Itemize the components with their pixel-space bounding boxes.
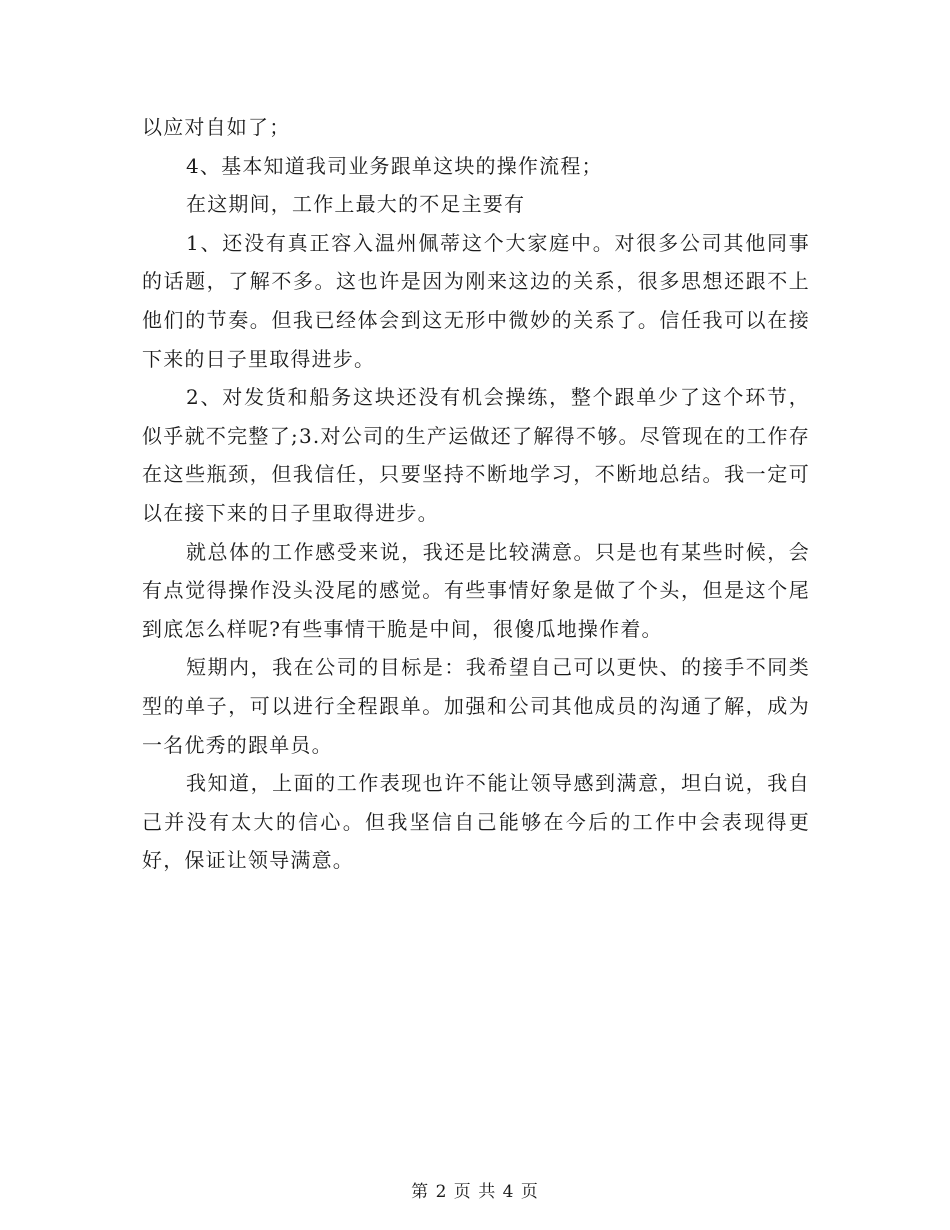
paragraph-conclusion: 我知道，上面的工作表现也许不能让领导感到满意，坦白说，我自己并没有太大的信心。但我坚信自己能够在今后的工作中会表现得更好，保证让领导满意。 [142,771,810,873]
paragraph-continuation: 以应对自如了； [142,115,291,139]
paragraph-shortcomings-intro: 在这期间，工作上最大的不足主要有 [186,192,526,217]
paragraph-overall-feeling: 就总体的工作感受来说，我还是比较满意。只是也有某些时候，会有点觉得操作没头没尾的感觉。有些事情好象是做了个头，但是这个尾到底怎么样呢?有些事情干脆是中间，很傻瓜地操作着。 [142,539,810,641]
paragraph-item-4: 4、基本知道我司业务跟单这块的操作流程； [186,153,603,178]
paragraph-short-term-goal: 短期内，我在公司的目标是：我希望自己可以更快、的接手不同类型的单子，可以进行全程跟单。加强和公司其他成员的沟通了解，成为一名优秀的跟单员。 [142,655,810,757]
paragraph-shortcoming-2: 2、对发货和船务这块还没有机会操练，整个跟单少了这个环节，似乎就不完整了;3.对公司的生产运做还了解得不够。尽管现在的工作存在这些瓶颈，但我信任，只要坚持不断地学习，不断地总结。我一定可以在接下来的日子里取得进步。 [142,385,810,525]
document-body [142,108,810,880]
page-number-footer: 第 2 页 共 4 页 [411,1182,539,1202]
paragraph-shortcoming-1: 1、还没有真正容入温州佩蒂这个大家庭中。对很多公司其他同事的话题，了解不多。这也许是因为刚来这边的关系，很多思想还跟不上他们的节奏。但我已经体会到这无形中微妙的关系了。信任我可以在接下来的日子里取得进步。 [142,230,810,371]
